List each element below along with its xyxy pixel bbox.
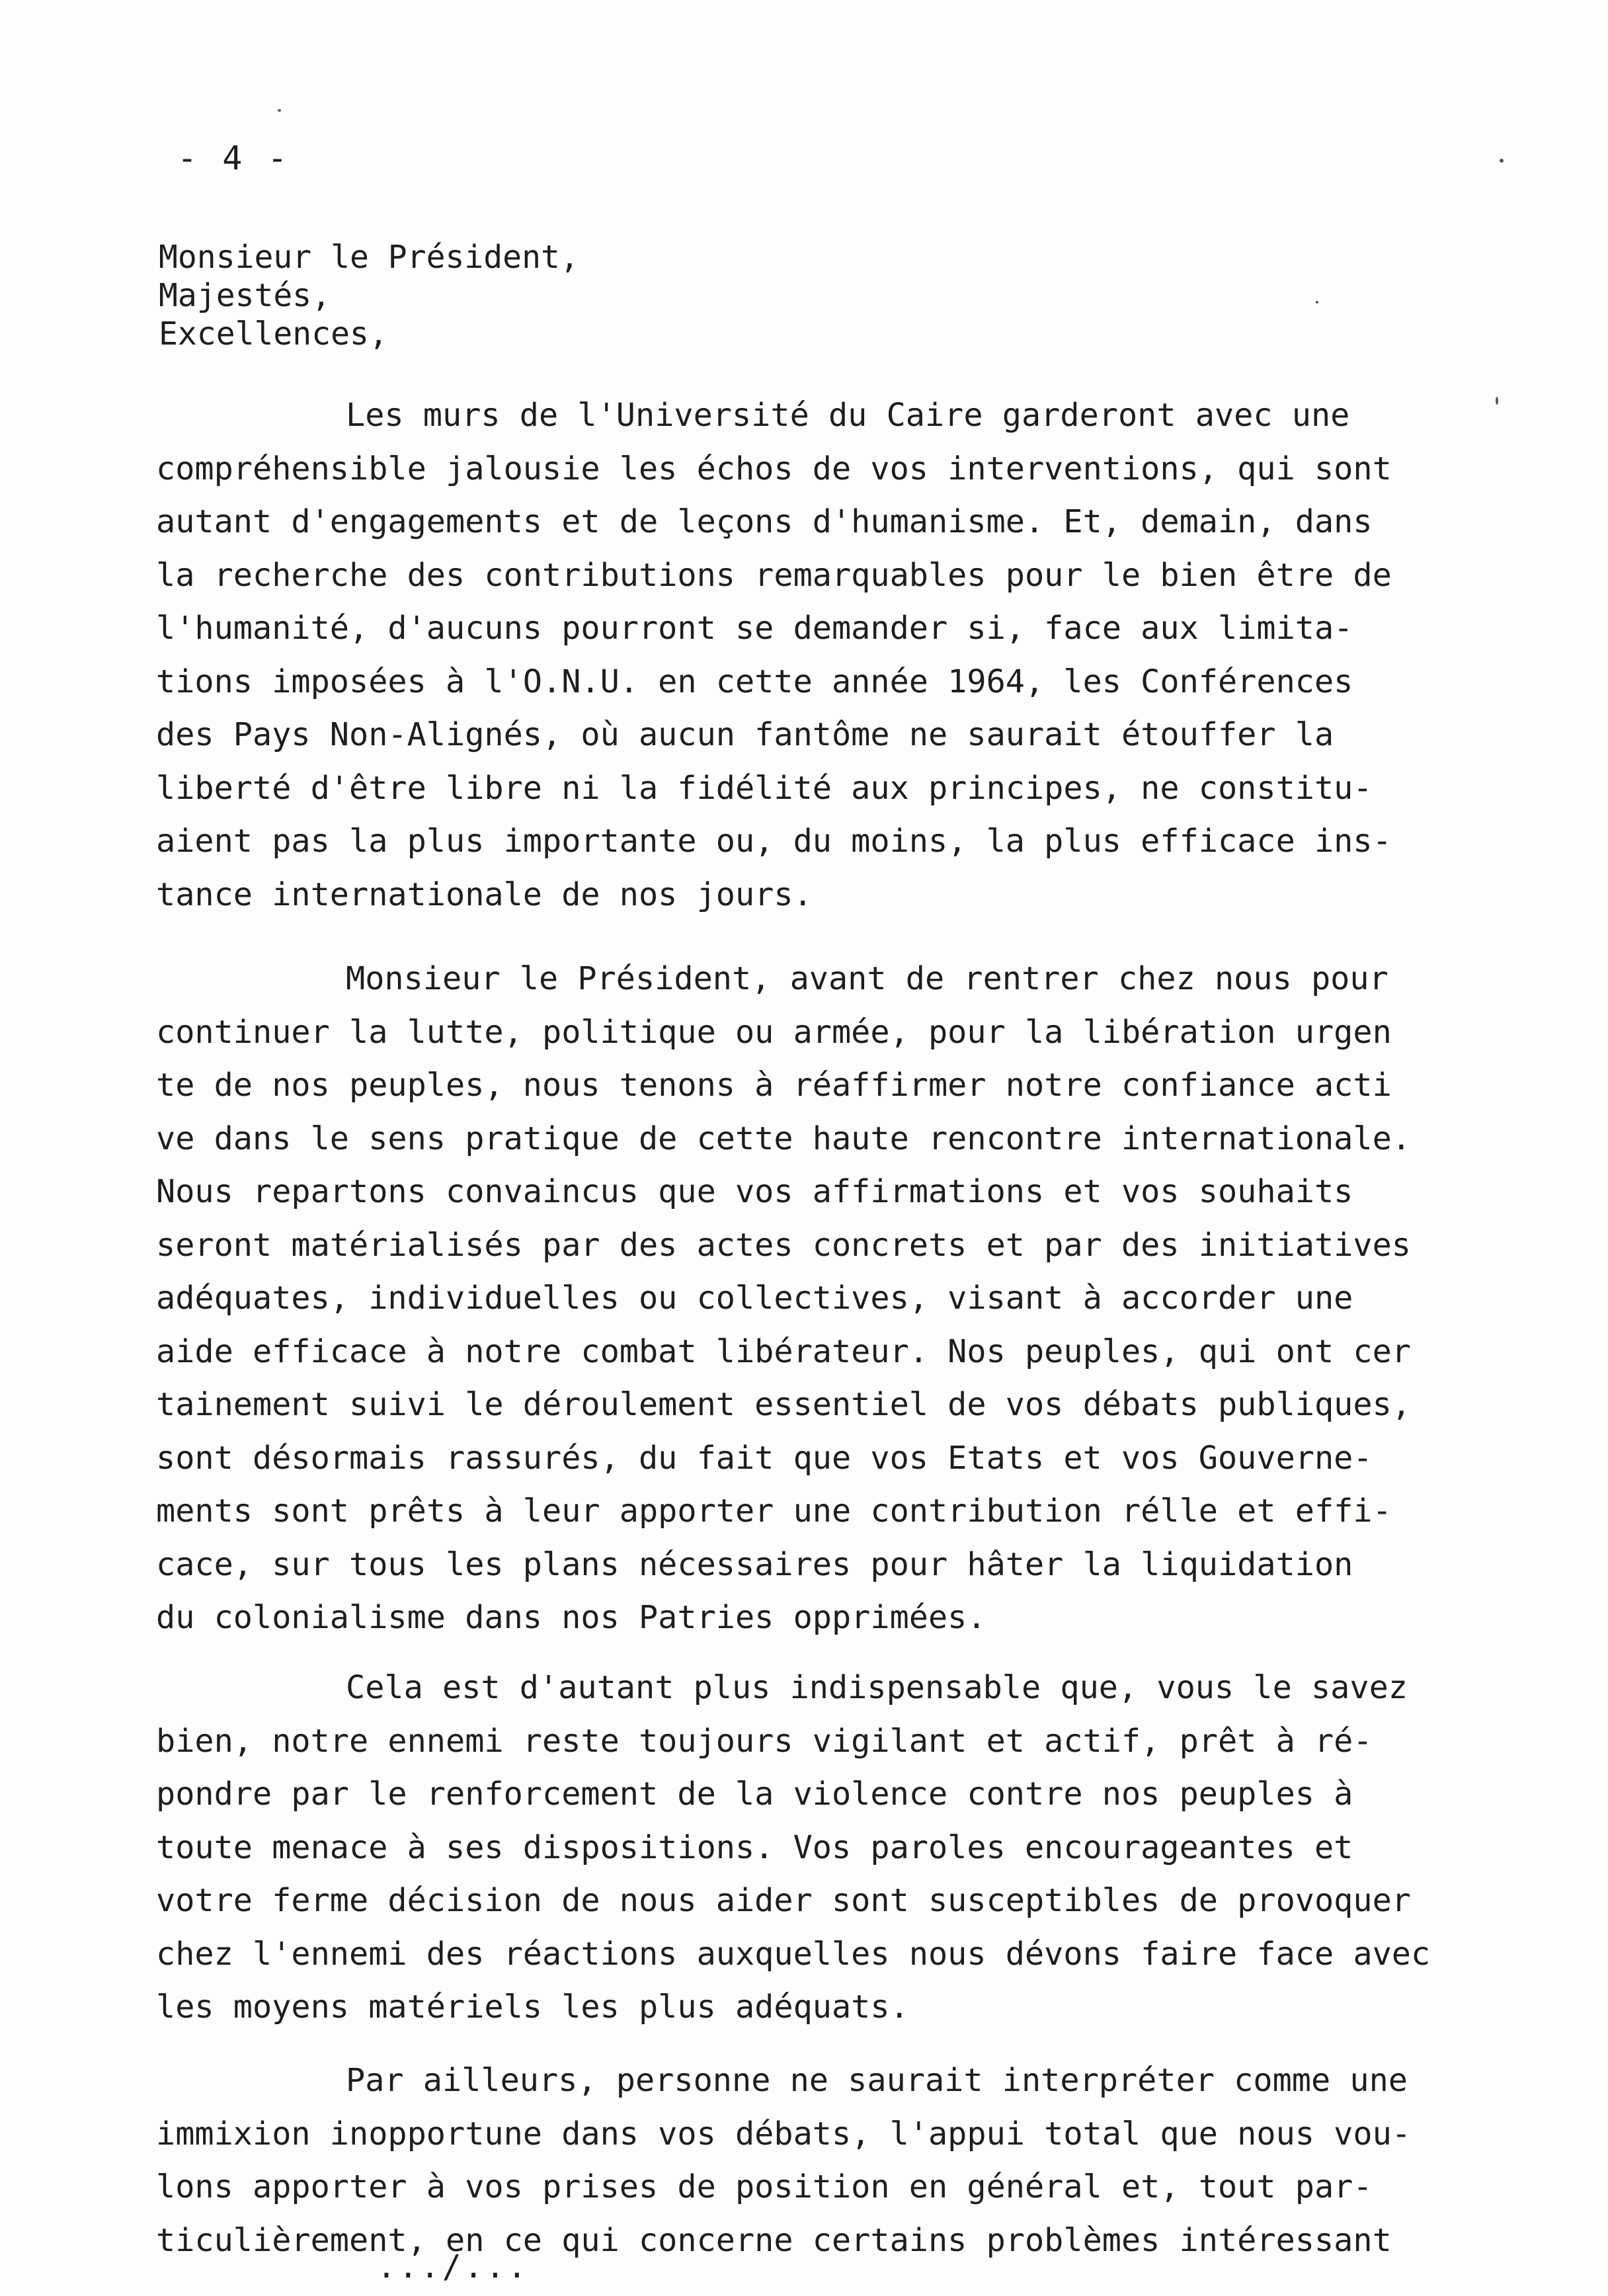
text-line: liberté d'être libre ni la fidélité aux principes, ne constitu- <box>156 769 1373 807</box>
paragraph-2 <box>156 952 1426 1645</box>
text-line: toute menace à ses dispositions. Vos paroles encourageantes et <box>156 1828 1353 1866</box>
salutation-line: Excellences, <box>159 315 388 352</box>
text-line: l'humanité, d'aucuns pourront se demander si, face aux limita- <box>156 610 1353 647</box>
text-line: seront matérialisés par des actes concrets et par des initiatives <box>156 1226 1411 1264</box>
text-line: pondre par le renforcement de la violence contre nos peuples à <box>156 1776 1353 1813</box>
text-line: tainement suivi le déroulement essentiel de vos débats publiques, <box>156 1386 1411 1423</box>
scan-speck <box>1316 301 1318 304</box>
text-line: tions imposées à l'O.N.U. en cette année 1964, les Conférences <box>156 663 1353 700</box>
text-line: autant d'engagements et de leçons d'humanisme. Et, demain, dans <box>156 503 1373 540</box>
text-line: ticulièrement, en ce qui concerne certains problèmes intéressant <box>156 2221 1392 2259</box>
text-line: Par ailleurs, personne ne saurait interpréter comme une <box>346 2062 1408 2099</box>
text-line: aient pas la plus importante ou, du moins, la plus efficace ins- <box>156 823 1392 860</box>
text-line: aide efficace à notre combat libérateur. Nos peuples, qui ont cer <box>156 1332 1411 1370</box>
text-line: bien, notre ennemi reste toujours vigilant et actif, prêt à ré- <box>156 1722 1373 1760</box>
text-line: Cela est d'autant plus indispensable que, vous le savez <box>346 1669 1408 1706</box>
text-line: sont désormais rassurés, du fait que vos Etats et vos Gouverne- <box>156 1439 1373 1477</box>
continuation-mark: .../... <box>377 2248 530 2285</box>
text-line: Nous repartons convaincus que vos affirmations et vos souhaits <box>156 1173 1353 1210</box>
page-number: - 4 - <box>177 139 290 177</box>
text-line: les moyens matériels les plus adéquats. <box>156 1988 909 2026</box>
text-line: compréhensible jalousie les échos de vos interventions, qui sont <box>156 450 1392 487</box>
text-line: tance internationale de nos jours. <box>156 876 813 913</box>
text-line: te de nos peuples, nous tenons à réaffirmer notre confiance acti <box>156 1067 1392 1104</box>
text-line: votre ferme décision de nous aider sont susceptibles de provoquer <box>156 1882 1411 1919</box>
text-line: ments sont prêts à leur apporter une contribution rélle et effi- <box>156 1493 1392 1530</box>
text-line: Monsieur le Président, avant de rentrer chez nous pour <box>346 960 1388 997</box>
text-line: des Pays Non-Alignés, où aucun fantôme ne saurait étouffer la <box>156 716 1334 753</box>
scan-speck <box>1500 159 1504 163</box>
text-line: ve dans le sens pratique de cette haute rencontre internationale. <box>156 1120 1411 1157</box>
text-line: du colonialisme dans nos Patries opprimées. <box>156 1599 986 1636</box>
paragraph-3 <box>156 1661 1431 2034</box>
paragraph-4 <box>156 2054 1426 2267</box>
salutation-line: Majestés, <box>159 277 331 314</box>
text-line: lons apporter à vos prises de position en général et, tout par- <box>156 2168 1373 2205</box>
text-line: Les murs de l'Université du Caire garderont avec une <box>346 397 1350 434</box>
text-line: chez l'ennemi des réactions auxquelles nous dévons faire face avec <box>156 1935 1431 1973</box>
text-line: adéquates, individuelles ou collectives, visant à accorder une <box>156 1280 1353 1317</box>
scan-speck <box>1496 397 1498 405</box>
paragraph-1 <box>156 389 1426 921</box>
salutation-line: Monsieur le Président, <box>159 239 579 276</box>
text-line: la recherche des contributions remarquables pour le bien être de <box>156 556 1392 594</box>
text-line: cace, sur tous les plans nécessaires pour hâter la liquidation <box>156 1545 1353 1583</box>
salutation <box>159 238 579 353</box>
text-line: immixion inopportune dans vos débats, l'appui total que nous vou- <box>156 2115 1411 2152</box>
text-line: continuer la lutte, politique ou armée, pour la libération urgen <box>156 1013 1392 1051</box>
scan-speck <box>278 109 281 112</box>
